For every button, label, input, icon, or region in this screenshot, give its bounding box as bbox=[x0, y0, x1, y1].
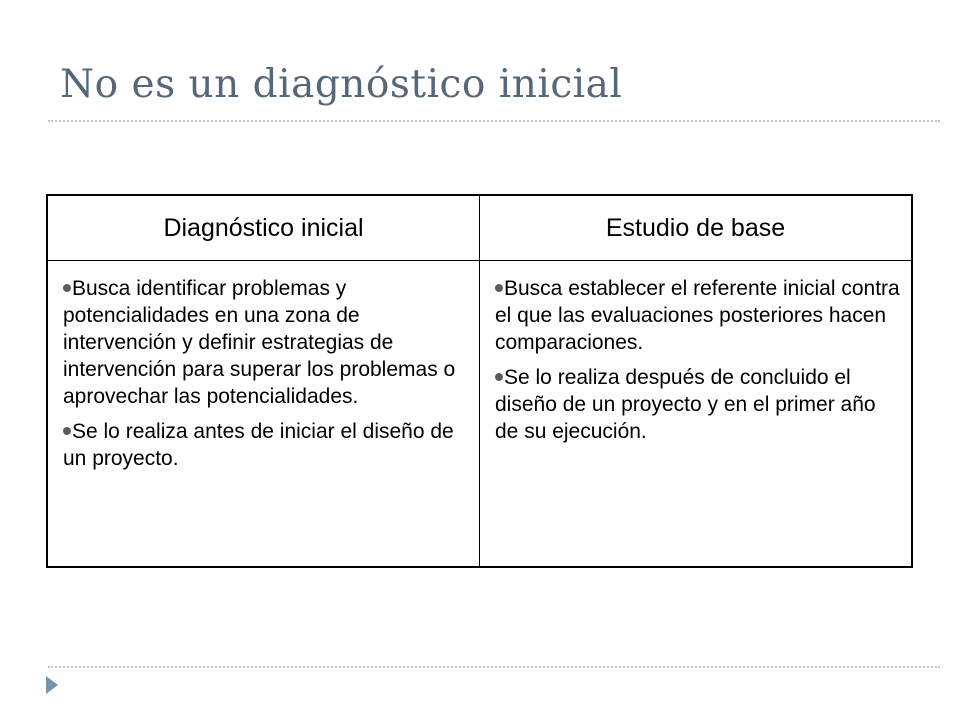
list-item bbox=[60, 275, 471, 410]
bullet-text: Busca establecer el referente inicial contra el que las evaluaciones posteriores hacen comparaciones. bbox=[495, 277, 900, 354]
bullet-icon bbox=[495, 284, 503, 292]
slide-title: No es un diagnóstico inicial bbox=[60, 62, 623, 107]
triangle-right-icon[interactable] bbox=[46, 676, 58, 694]
content-row bbox=[47, 261, 912, 568]
list-item bbox=[492, 275, 903, 356]
title-divider bbox=[48, 120, 940, 122]
bullet-text: Se lo realiza antes de iniciar el diseño de un proyecto. bbox=[63, 420, 454, 470]
bullet-icon bbox=[63, 284, 71, 292]
bullet-text: Se lo realiza después de concluido el diseño de un proyecto y en el primer año de su ejecución. bbox=[495, 366, 876, 443]
estudio-cell bbox=[480, 261, 913, 568]
list-item bbox=[60, 418, 471, 472]
header-row bbox=[47, 195, 912, 261]
bullet-text: Busca identificar problemas y potencialidades en una zona de intervención y definir estrategias de intervención para superar los problemas o aprovechar las potencialidades. bbox=[63, 277, 456, 408]
diagnostico-cell bbox=[47, 261, 480, 568]
header-estudio: Estudio de base bbox=[480, 195, 913, 261]
header-diagnostico: Diagnóstico inicial bbox=[47, 195, 480, 261]
comparison-table bbox=[46, 194, 913, 568]
list-item bbox=[492, 364, 903, 445]
footer-divider bbox=[48, 666, 940, 668]
bullet-icon bbox=[495, 373, 503, 381]
bullet-icon bbox=[63, 427, 71, 435]
